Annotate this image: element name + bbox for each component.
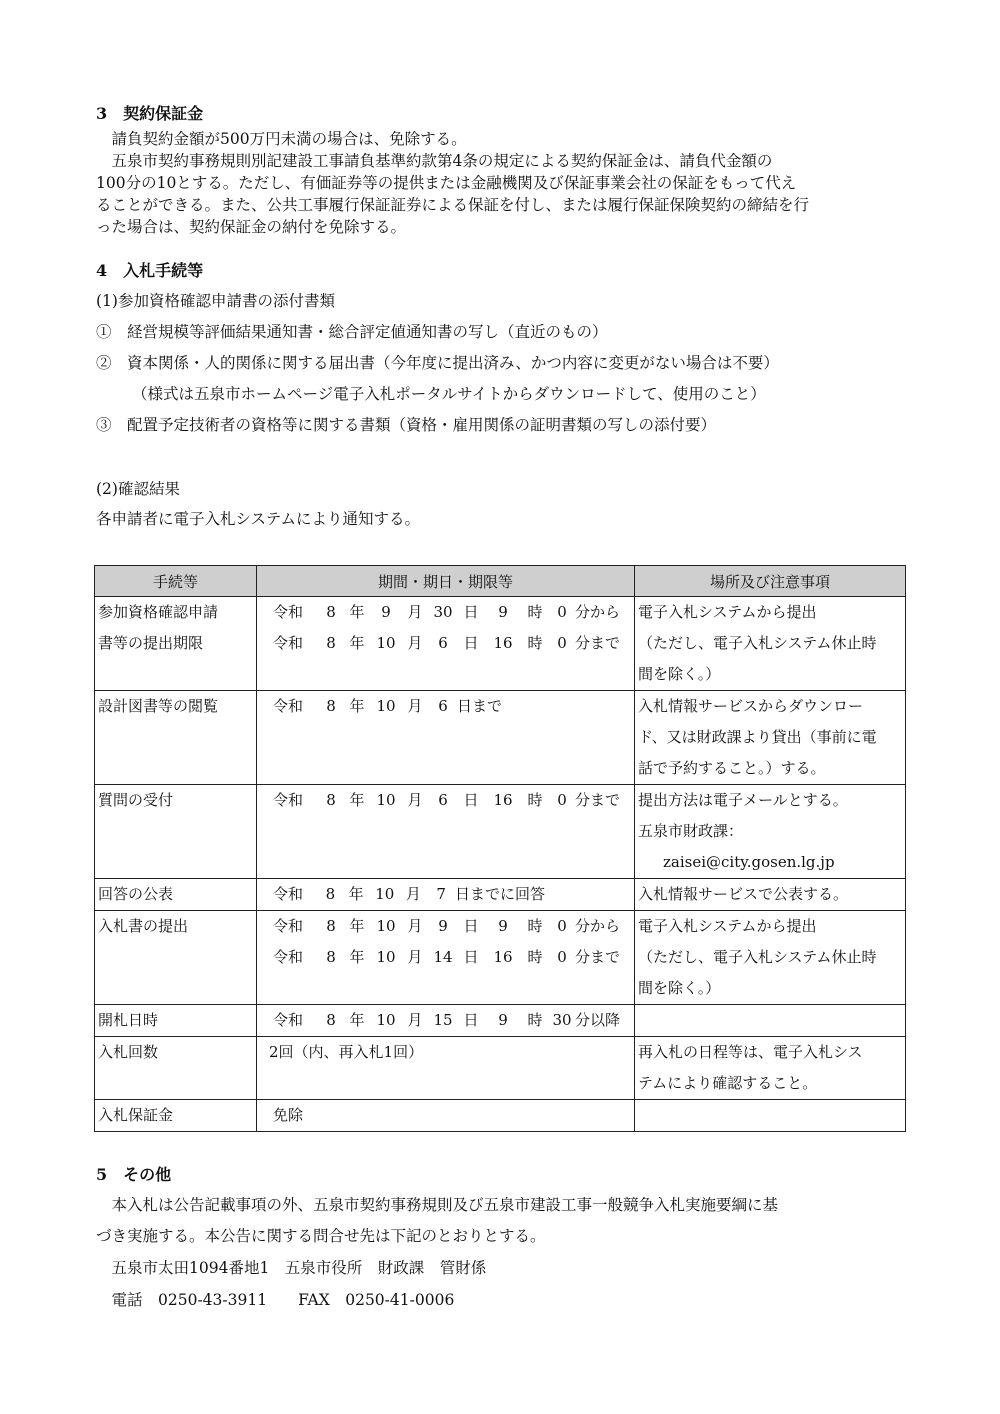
datetime-year: 8 <box>326 697 336 715</box>
section5-heading: 5 その他 <box>96 1165 172 1184</box>
datetime-y: 年 <box>349 917 365 935</box>
period-text: 免除 <box>273 1106 304 1124</box>
datetime-era: 令和 <box>273 948 304 966</box>
table-row <box>95 1100 906 1132</box>
datetime-y: 年 <box>349 948 365 966</box>
notes-text: 提出方法は電子メールとする。 <box>638 791 848 809</box>
datetime-m: 月 <box>407 697 423 715</box>
datetime-day: 9 <box>438 917 448 935</box>
datetime-h: 時 <box>527 917 543 935</box>
header-place-notes: 場所及び注意事項 <box>635 566 906 597</box>
datetime-hour: 9 <box>498 603 508 621</box>
datetime-min: 0 <box>557 791 567 809</box>
datetime-year: 8 <box>326 948 336 966</box>
notes-cell <box>635 597 906 691</box>
datetime-d: 日 <box>463 917 479 935</box>
datetime-day: 30 <box>433 603 453 621</box>
datetime-min: 0 <box>557 948 567 966</box>
datetime-day: 6 <box>438 697 448 715</box>
empty-line <box>635 1005 905 1036</box>
datetime-min: 0 <box>557 603 567 621</box>
procedure-cell <box>95 597 257 691</box>
notes-text: テムにより確認すること。 <box>638 1074 818 1092</box>
datetime-min <box>608 879 634 910</box>
sub2-text: 各申請者に電子入札システムにより通知する。 <box>96 510 420 528</box>
table-row <box>95 1005 906 1037</box>
table-row <box>95 911 906 1005</box>
section3-line: 五泉市契約事務規則別記建設工事請負基準約款第4条の規定による契約保証金は、請負代金額の <box>96 152 773 170</box>
datetime-min <box>566 691 592 722</box>
datetime-suffix: 分から <box>575 917 621 935</box>
period-cell <box>257 879 635 911</box>
period-cell <box>257 597 635 691</box>
datetime-year: 8 <box>326 791 336 809</box>
procedure-cell <box>95 1100 257 1132</box>
procedure-text: 参加資格確認申請 <box>98 603 219 621</box>
datetime-d: 日 <box>463 948 479 966</box>
procedure-cell <box>95 879 257 911</box>
period-cell <box>257 785 635 879</box>
datetime-line <box>257 628 634 659</box>
datetime-m: 月 <box>407 948 423 966</box>
notes-cell <box>635 691 906 785</box>
notes-cell <box>635 911 906 1005</box>
period-cell <box>257 691 635 785</box>
datetime-m: 月 <box>407 634 423 652</box>
notes-text: 間を除く。） <box>638 665 721 683</box>
datetime-day: 6 <box>438 634 448 652</box>
datetime-min: 0 <box>557 917 567 935</box>
notes-cell <box>635 1005 906 1037</box>
datetime-min: 0 <box>557 634 567 652</box>
section3-line: 100分の10とする。ただし、有価証券等の提供または金融機関及び保証事業会社の保証をもって代え <box>96 174 797 192</box>
datetime-h <box>581 879 609 910</box>
notes-text: 入札情報サービスからダウンロー <box>638 697 864 715</box>
datetime-y: 年 <box>349 1011 365 1029</box>
datetime-era: 令和 <box>273 603 304 621</box>
datetime-month: 10 <box>376 697 396 715</box>
datetime-h: 時 <box>527 1011 543 1029</box>
table-row <box>95 879 906 911</box>
datetime-y: 年 <box>349 603 365 621</box>
datetime-hour: 9 <box>498 1011 508 1029</box>
datetime-day: 6 <box>438 791 448 809</box>
procedure-cell <box>95 691 257 785</box>
table-row <box>95 1037 906 1100</box>
notes-cell <box>635 879 906 911</box>
procedure-cell <box>95 1005 257 1037</box>
datetime-month: 10 <box>376 634 396 652</box>
datetime-d: 日 <box>463 603 479 621</box>
procedure-text: 入札回数 <box>98 1043 159 1061</box>
datetime-month: 9 <box>381 603 391 621</box>
procedure-text: 開札日時 <box>98 1011 159 1029</box>
procedure-text: 設計図書等の閲覧 <box>98 697 219 715</box>
datetime-era: 令和 <box>273 697 304 715</box>
datetime-hour: 16 <box>493 791 513 809</box>
datetime-line <box>257 785 634 816</box>
datetime-month: 10 <box>376 1011 396 1029</box>
datetime-d: 日までに回答 <box>454 885 545 903</box>
procedure-cell <box>95 1037 257 1100</box>
datetime-line <box>257 597 634 628</box>
datetime-line <box>257 911 634 942</box>
datetime-era: 令和 <box>273 917 304 935</box>
period-cell <box>257 1100 635 1132</box>
datetime-line <box>257 691 634 722</box>
datetime-h: 時 <box>527 603 543 621</box>
notes-text: 再入札の日程等は、電子入札シス <box>638 1043 863 1061</box>
datetime-y: 年 <box>348 885 364 903</box>
datetime-h <box>538 691 566 722</box>
datetime-d: 日 <box>463 634 479 652</box>
datetime-year: 8 <box>326 917 336 935</box>
datetime-suffix: 分まで <box>575 634 621 652</box>
procedure-table <box>94 565 906 1132</box>
period-text: 2回（内、再入札1回） <box>269 1043 424 1061</box>
datetime-m: 月 <box>407 1011 423 1029</box>
datetime-day: 14 <box>433 948 453 966</box>
section3-heading: 3 契約保証金 <box>96 104 204 123</box>
datetime-hour: 16 <box>493 948 513 966</box>
notes-text: 入札情報サービスで公表する。 <box>638 885 849 903</box>
datetime-m: 月 <box>407 917 423 935</box>
contact-address: 五泉市太田1094番地1 五泉市役所 財政課 管財係 <box>96 1259 487 1277</box>
datetime-y: 年 <box>349 634 365 652</box>
datetime-month: 10 <box>376 917 396 935</box>
datetime-suffix: 分まで <box>575 948 621 966</box>
datetime-h: 時 <box>527 634 543 652</box>
datetime-suffix: 分まで <box>575 791 621 809</box>
datetime-line <box>257 1005 634 1036</box>
datetime-hour <box>545 879 581 910</box>
notes-text: （ただし、電子入札システム休止時 <box>638 634 877 652</box>
datetime-min: 30 <box>552 1011 572 1029</box>
period-cell <box>257 1005 635 1037</box>
contact-phone-fax: 電話 0250-43-3911 FAX 0250-41-0006 <box>96 1291 455 1309</box>
procedure-text: 入札保証金 <box>98 1106 174 1124</box>
datetime-year: 8 <box>325 885 336 903</box>
datetime-year: 8 <box>326 603 336 621</box>
datetime-day: 7 <box>436 885 446 903</box>
datetime-line <box>257 942 634 973</box>
header-procedure: 手続等 <box>95 566 257 597</box>
notes-text: （ただし、電子入札システム休止時 <box>638 948 877 966</box>
notes-cell <box>635 785 906 879</box>
procedure-cell <box>95 785 257 879</box>
sub1-heading: (1)参加資格確認申請書の添付書類 <box>96 292 335 310</box>
empty-line <box>635 1100 905 1131</box>
datetime-month: 10 <box>376 791 396 809</box>
datetime-month: 10 <box>375 885 395 903</box>
datetime-y: 年 <box>349 697 365 715</box>
datetime-h: 時 <box>527 791 543 809</box>
notes-text: 電子入札システムから提出 <box>638 917 817 935</box>
datetime-hour <box>502 691 538 722</box>
notes-text: 電子入札システムから提出 <box>638 603 817 621</box>
notes-cell <box>635 1100 906 1132</box>
notes-text: 五泉市財政課： <box>638 822 744 840</box>
period-cell <box>257 1037 635 1100</box>
table-header-row <box>95 566 906 597</box>
period-cell <box>257 911 635 1005</box>
datetime-suffix: 分以降 <box>575 1011 621 1029</box>
datetime-era: 令和 <box>273 791 304 809</box>
table-row <box>95 691 906 785</box>
attachment-item-3: ③ 配置予定技術者の資格等に関する書類（資格・雇用関係の証明書類の写しの添付要） <box>96 416 717 434</box>
section3-line: ることができる。また、公共工事履行保証証券による保証を付し、または履行保証保険契約の締結を行 <box>96 196 810 214</box>
datetime-month: 10 <box>376 948 396 966</box>
datetime-m: 月 <box>405 885 421 903</box>
datetime-suffix: 分から <box>575 603 621 621</box>
datetime-hour: 9 <box>498 917 508 935</box>
datetime-line <box>257 879 634 910</box>
procedure-text: 入札書の提出 <box>98 917 189 935</box>
section4-heading: 4 入札手続等 <box>96 261 204 280</box>
attachment-item-2: ② 資本関係・人的関係に関する届出書（今年度に提出済み、かつ内容に変更がない場合は不要） <box>96 354 779 372</box>
datetime-y: 年 <box>349 791 365 809</box>
procedure-text: 書等の提出期限 <box>98 634 204 652</box>
sub2-heading: (2)確認結果 <box>96 480 180 498</box>
datetime-m: 月 <box>407 791 423 809</box>
email-text: zaisei@city.gosen.lg.jp <box>663 853 835 871</box>
datetime-d: 日 <box>463 791 479 809</box>
datetime-hour: 16 <box>493 634 513 652</box>
notes-cell <box>635 1037 906 1100</box>
procedure-text: 回答の公表 <box>98 885 174 903</box>
procedure-cell <box>95 911 257 1005</box>
section3-line: 請負契約金額が500万円未満の場合は、免除する。 <box>96 130 467 148</box>
datetime-era: 令和 <box>273 634 304 652</box>
table-row <box>95 785 906 879</box>
notes-text: ド、又は財政課より貸出（事前に電 <box>638 728 877 746</box>
datetime-era: 令和 <box>273 885 304 903</box>
datetime-year: 8 <box>326 1011 336 1029</box>
attachment-item-2-note: （様式は五泉市ホームページ電子入札ポータルサイトからダウンロードして、使用のこと） <box>132 385 766 403</box>
header-period: 期間・期日・期限等 <box>257 566 635 597</box>
datetime-d: 日 <box>463 1011 479 1029</box>
notes-text: 話で予約すること。）する。 <box>638 759 826 777</box>
datetime-h: 時 <box>527 948 543 966</box>
section3-line: った場合は、契約保証金の納付を免除する。 <box>96 218 407 236</box>
section5-line: 本入札は公告記載事項の外、五泉市契約事務規則及び五泉市建設工事一般競争入札実施要綱に基 <box>96 1196 779 1214</box>
procedure-text: 質問の受付 <box>98 791 174 809</box>
datetime-d: 日まで <box>457 697 503 715</box>
datetime-m: 月 <box>407 603 423 621</box>
section5-line: づき実施する。本公告に関する問合せ先は下記のとおりとする。 <box>96 1227 546 1245</box>
datetime-year: 8 <box>326 634 336 652</box>
attachment-item-1: ① 経営規模等評価結果通知書・総合評定値通知書の写し（直近のもの） <box>96 323 608 341</box>
datetime-day: 15 <box>433 1011 453 1029</box>
notes-text: 間を除く。） <box>638 979 721 997</box>
table-row <box>95 597 906 691</box>
datetime-era: 令和 <box>273 1011 304 1029</box>
